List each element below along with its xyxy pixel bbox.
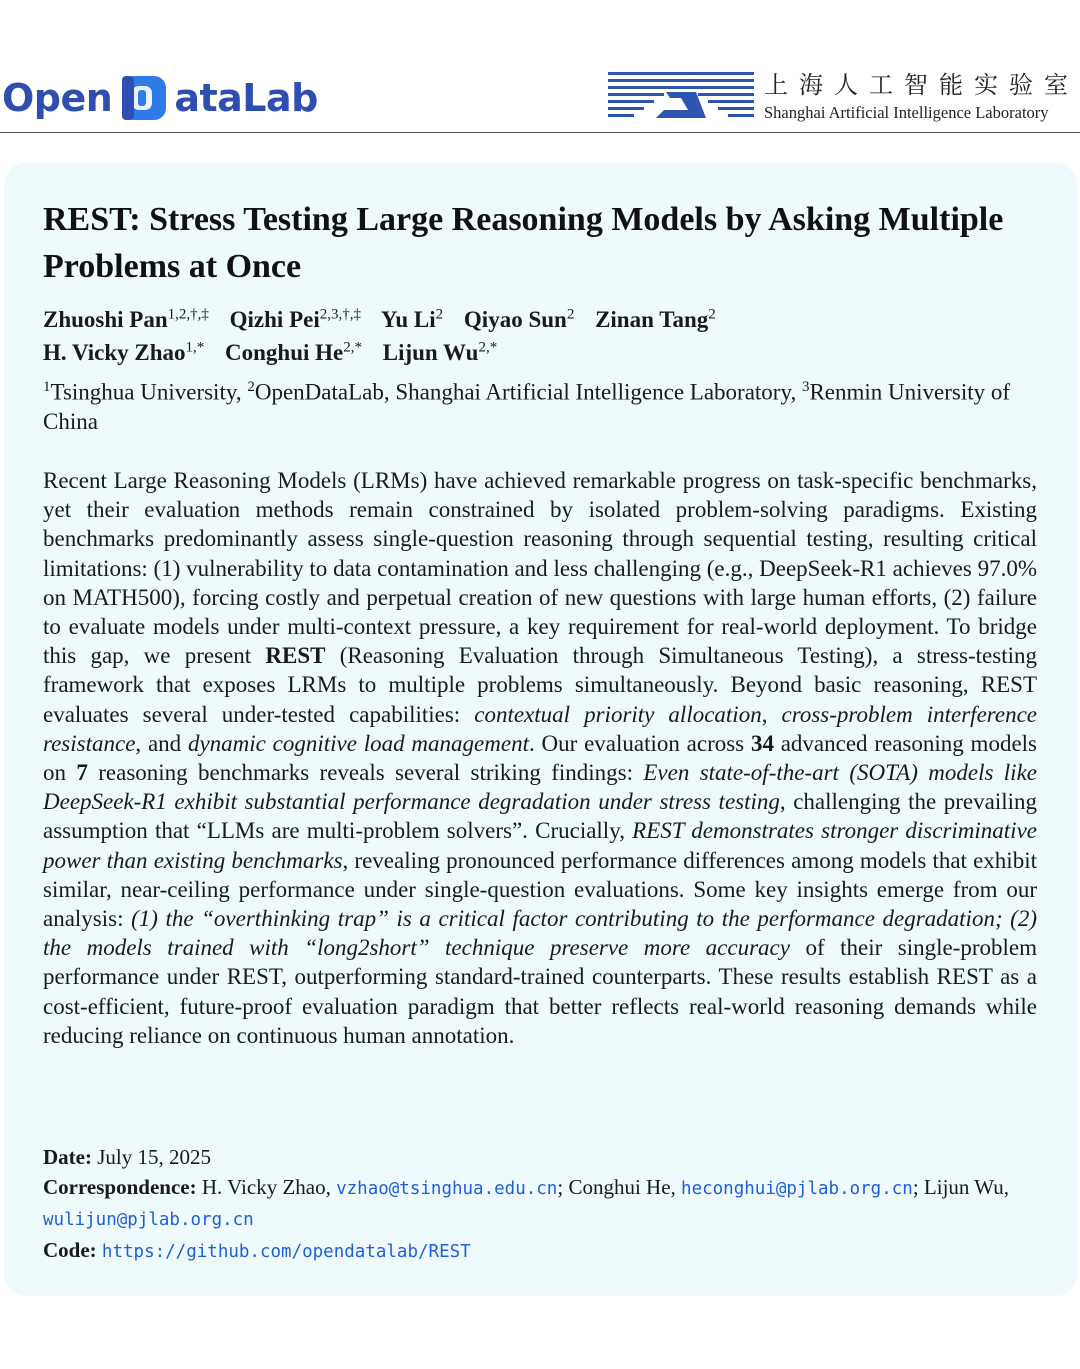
date-line: Date: July 15, 2025 — [43, 1145, 211, 1169]
code-line: Code: https://github.com/opendatalab/REST — [43, 1237, 471, 1262]
lab-name-chinese: 上海人工智能实验室 — [764, 71, 1079, 99]
paper-title: REST: Stress Testing Large Reasoning Models by Asking Multiple Problems at Once — [43, 201, 1004, 285]
opendatalab-d-icon — [118, 72, 170, 124]
author: Zinan Tang$^2$ — [595, 306, 716, 332]
shanghai-ai-lab-logo — [608, 70, 1079, 124]
logo-text-atalab: ataLab — [174, 76, 318, 120]
author: Conghui $He^{2,*}$ — [225, 339, 362, 366]
opendatalab-logo — [2, 70, 318, 126]
lab-name-english: Shanghai Artificial Intelligence Laboratory — [764, 103, 1049, 122]
abstract-text: Recent Large Reasoning Models (LRMs) have achieved remarkable progress on task-specific benchmarks, yet their evaluation methods remain constrained by isolated problem-solving paradigms. Existing benchmarks predominantly assess single-question reasoning through sequential testing, resulting critical limitations: (1) vulnerability to data contamination and less challenging (e.g., DeepSeek-R1 achieves 97.0% on MATH500), forcing costly and perpetual creation of new questions with large human efforts, (2) failure to evaluate models under multi-context pressure, a key requirement for real-world deployment. To bridge this gap, we present REST (Reasoning Evaluation through Simultaneous Testing), a stress-testing framework that exposes LRMs to multiple problems simultaneously. Beyond basic reasoning, REST evaluates several under-tested capabilities: contextual priority allocation, cross-problem interference resistance, and dynamic cognitive load management. Our evaluation across 34 advanced reasoning models on 7 reasoning benchmarks reveals several striking findings: Even state-of-the-art (SOTA) models like DeepSeek-R1 exhibit substantial performance degradation under stress testing, challenging the prevailing assumption that “LLMs are multi-problem solvers”. Crucially, REST demonstrates stronger discriminative power than existing benchmarks, revealing pronounced performance differences among models that exhibit similar, near-ceiling performance under single-question evaluations. Some key insights emerge from our analysis: (1) the “overthinking trap” is a critical factor contributing to the performance degradation; (2) the models trained with “long2short” technique preserve more accuracy of their single-problem performance under REST, outperforming standard-trained counterparts. These results establish REST as a cost-efficient, future-proof evaluation paradigm that better reflects real-world reasoning demands while reducing reliance on continuous human annotation. — [43, 468, 1038, 1048]
correspondence-line: Correspondence: H. Vicky Zhao, vzhao@tsinghua.edu.cn; Conghui He, heconghui@pjlab.org.cn; Lijun Wu, wulijun@pjlab.org.cn — [43, 1174, 1010, 1230]
affiliations: $^1$Tsinghua University, $^2$OpenDataLab, Shanghai Artificial Intelligence Laboratory, $^3$Renmin University of China — [43, 379, 1011, 434]
author: Lijun $Wu^{2,*}$ — [382, 339, 498, 366]
email-link[interactable]: heconghui@pjlab.org.cn — [681, 1178, 913, 1199]
shanghai-ai-lab-emblem-icon — [608, 70, 756, 122]
paper-metadata — [43, 1143, 1037, 1267]
page-header — [0, 0, 1080, 134]
email-link[interactable]: vzhao@tsinghua.edu.cn — [336, 1178, 558, 1199]
author: H. Vicky Zhao$^{1,*}$ — [43, 339, 205, 366]
author-list — [43, 300, 1023, 367]
code-repo-link[interactable]: https://github.com/opendatalab/REST — [101, 1241, 471, 1262]
header-divider — [0, 132, 1080, 133]
logo-text-open: Open — [2, 76, 113, 120]
author: Qiyao Sun$^2$ — [463, 306, 575, 332]
author: Yu Li$^2$ — [380, 306, 444, 332]
author: Zhuoshi Pan$^{1,2,\dagger,\ddagger}$ — [43, 306, 209, 332]
author: Qizhi Pei$^{2,3,\dagger,\ddagger}$ — [229, 306, 361, 332]
email-link[interactable]: wulijun@pjlab.org.cn — [43, 1210, 254, 1230]
